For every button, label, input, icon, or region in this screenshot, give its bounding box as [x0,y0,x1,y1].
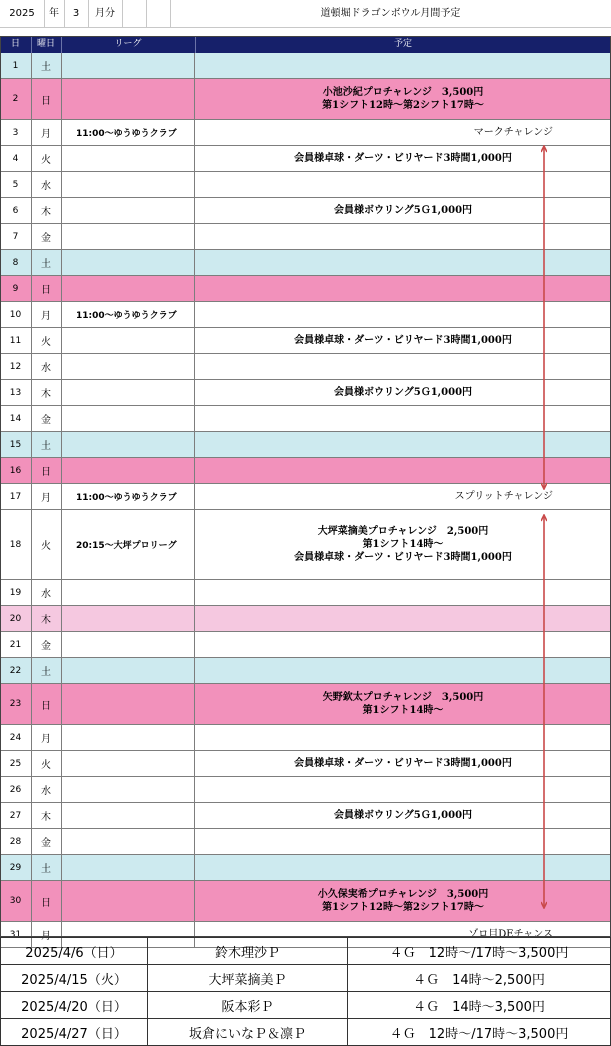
day-number: 1 [0,53,32,78]
plan-cell [195,751,611,776]
day-of-week: 木 [31,606,62,631]
league-cell [61,224,195,249]
blank-cell [122,0,147,27]
day-number: 24 [0,725,32,750]
event-date: 2025/4/6（日） [1,938,148,965]
month-value: 3 [64,0,89,27]
table-row [0,777,611,803]
day-of-week: 日 [31,684,62,724]
plan-line: 第1シフト14時～ [362,539,444,550]
league-cell [61,725,195,750]
league-cell [61,79,195,119]
table-row [0,803,611,829]
plan-line: 小久保実希プロチャレンジ 3,500円 [317,889,489,900]
table-row [0,224,611,250]
year-unit: 年 [44,0,65,27]
day-number: 23 [0,684,32,724]
day-of-week: 火 [31,328,62,353]
plan-line: 会員様ボウリング5Ｇ1,000円 [333,387,473,398]
col-plan: 予定 [393,39,412,49]
day-of-week: 金 [31,406,62,431]
event-detail: ４Ｇ 14時～2,500円 [348,965,611,992]
day-number: 20 [0,606,32,631]
day-of-week: 日 [31,79,62,119]
table-row [0,606,611,632]
plan-line: 会員様卓球・ダーツ・ビリヤード3時間1,000円 [294,552,512,563]
table-row [0,484,611,510]
table-row [0,684,611,725]
league-cell [61,198,195,223]
league-cell [61,146,195,171]
table-row [0,276,611,302]
day-number: 25 [0,751,32,776]
day-number: 9 [0,276,32,301]
day-of-week: 土 [31,432,62,457]
plan-cell [195,658,611,683]
plan-cell [195,580,611,605]
day-of-week: 日 [31,881,62,921]
plan-cell [195,172,611,197]
day-of-week: 金 [31,632,62,657]
plan-cell [195,855,611,880]
day-number: 19 [0,580,32,605]
plan-cell [195,120,611,145]
plan-cell [195,354,611,379]
league-cell [61,458,195,483]
plan-line: 大坪菜摘美プロチャレンジ 2,500円 [317,526,489,537]
day-of-week: 土 [31,658,62,683]
plan-cell [195,380,611,405]
day-number: 29 [0,855,32,880]
day-number: 13 [0,380,32,405]
event-pro: 阪本彩Ｐ [148,992,348,1019]
arrow-1 [541,145,547,490]
arrow-2 [541,514,547,909]
day-of-week: 月 [31,725,62,750]
plan-cell [195,829,611,854]
event-pro: 坂倉にいなＰ＆凛Ｐ [148,1019,348,1046]
day-number: 15 [0,432,32,457]
league-cell [61,53,195,78]
plan-cell [195,684,611,724]
day-of-week: 水 [31,777,62,802]
day-of-week: 土 [31,250,62,275]
day-of-week: 火 [31,510,62,579]
day-number: 12 [0,354,32,379]
day-of-week: 火 [31,751,62,776]
league-cell: 11:00～ゆうゆうクラブ [61,120,195,145]
day-number: 8 [0,250,32,275]
plan-line: 小池沙紀プロチャレンジ 3,500円 [322,87,484,98]
plan-cell [195,406,611,431]
day-of-week: 月 [31,120,62,145]
plan-cell [195,484,611,509]
plan-line: 矢野欽太プロチャレンジ 3,500円 [322,692,484,703]
event-pro: 鈴木理沙Ｐ [148,938,348,965]
league-cell: 11:00～ゆうゆうクラブ [61,302,195,327]
day-of-week: 木 [31,198,62,223]
plan-cell [195,276,611,301]
event-date: 2025/4/15（火） [1,965,148,992]
league-cell [61,777,195,802]
league-cell [61,250,195,275]
day-of-week: 月 [31,484,62,509]
league-cell [61,632,195,657]
plan-cell [195,881,611,921]
plan-cell [195,725,611,750]
event-row [1,992,611,1019]
month-unit: 月分 [88,0,123,27]
league-cell [61,432,195,457]
plan-cell [195,224,611,249]
league-cell: 20:15～大坪プロリーグ [61,510,195,579]
day-number: 27 [0,803,32,828]
table-row [0,53,611,79]
col-day: 日 [0,36,32,53]
plan-cell [195,53,611,78]
day-of-week: 金 [31,224,62,249]
day-of-week: 火 [31,146,62,171]
league-cell [61,354,195,379]
plan-cell [195,803,611,828]
league-cell [61,803,195,828]
plan-line: 第1シフト12時～第2シフト17時～ [322,100,484,111]
table-row [0,580,611,606]
plan-line: 会員様卓球・ダーツ・ビリヤード3時間1,000円 [294,153,512,164]
plan-line: 会員様ボウリング5Ｇ1,000円 [333,205,473,216]
league-cell [61,855,195,880]
blank-cell [146,0,171,27]
table-row [0,658,611,684]
table-row [0,250,611,276]
plan-cell [195,146,611,171]
day-of-week: 日 [31,276,62,301]
day-number: 31 [0,922,32,947]
plan-line: スプリットチャレンジ [454,491,553,502]
event-date: 2025/4/27（日） [1,1019,148,1046]
day-number: 26 [0,777,32,802]
day-number: 4 [0,146,32,171]
day-of-week: 日 [31,458,62,483]
plan-line: 第1シフト14時～ [362,705,444,716]
day-number: 3 [0,120,32,145]
league-cell [61,580,195,605]
table-row [0,380,611,406]
day-number: 17 [0,484,32,509]
table-row [0,751,611,777]
day-of-week: 月 [31,302,62,327]
event-row [1,938,611,965]
league-cell [61,172,195,197]
table-row [0,406,611,432]
day-of-week: 水 [31,172,62,197]
plan-cell [195,328,611,353]
table-row [0,510,611,580]
day-number: 18 [0,510,32,579]
title-bar [0,0,611,37]
plan-line: マークチャレンジ [473,127,553,138]
table-row [0,302,611,328]
league-cell [61,881,195,921]
event-row [1,965,611,992]
plan-line: 会員様ボウリング5Ｇ1,000円 [333,810,473,821]
day-number: 28 [0,829,32,854]
table-row [0,198,611,224]
league-cell [61,406,195,431]
plan-cell [195,510,611,579]
col-dow: 曜日 [31,36,62,53]
table-row [0,829,611,855]
plan-line: 会員様卓球・ダーツ・ビリヤード3時間1,000円 [294,758,512,769]
plan-line: 第1シフト12時～第2シフト17時～ [322,902,484,913]
day-of-week: 月 [31,922,62,947]
event-date: 2025/4/20（日） [1,992,148,1019]
sheet-title: 道頓堀ドラゴンボウル月間予定 [320,8,461,19]
table-row [0,855,611,881]
column-header [0,36,611,53]
day-number: 5 [0,172,32,197]
plan-cell [195,432,611,457]
day-of-week: 土 [31,855,62,880]
day-number: 21 [0,632,32,657]
day-of-week: 金 [31,829,62,854]
table-row [0,146,611,172]
table-row [0,172,611,198]
day-of-week: 土 [31,53,62,78]
table-row [0,458,611,484]
col-league: リーグ [61,36,196,53]
plan-cell [195,302,611,327]
table-row [0,432,611,458]
league-cell [61,328,195,353]
event-row [1,1019,611,1046]
league-cell: 11:00～ゆうゆうクラブ [61,484,195,509]
day-number: 11 [0,328,32,353]
league-cell [61,684,195,724]
event-detail: ４Ｇ 12時～/17時～3,500円 [348,1019,611,1046]
day-of-week: 水 [31,580,62,605]
table-row [0,725,611,751]
plan-cell [195,198,611,223]
day-number: 30 [0,881,32,921]
plan-cell [195,458,611,483]
table-row [0,354,611,380]
table-row [0,79,611,120]
event-pro: 大坪菜摘美Ｐ [148,965,348,992]
league-cell [61,606,195,631]
day-number: 22 [0,658,32,683]
day-of-week: 木 [31,803,62,828]
day-number: 6 [0,198,32,223]
event-detail: ４Ｇ 14時～3,500円 [348,992,611,1019]
plan-cell [195,777,611,802]
day-number: 10 [0,302,32,327]
table-row [0,632,611,658]
league-cell [61,751,195,776]
day-number: 7 [0,224,32,249]
plan-cell [195,79,611,119]
table-row [0,120,611,146]
league-cell [61,276,195,301]
table-row [0,328,611,354]
upcoming-events [0,937,611,1044]
plan-cell [195,632,611,657]
event-detail: ４Ｇ 12時～/17時～3,500円 [348,938,611,965]
day-number: 14 [0,406,32,431]
day-number: 16 [0,458,32,483]
day-of-week: 木 [31,380,62,405]
league-cell [61,829,195,854]
day-number: 2 [0,79,32,119]
plan-cell [195,606,611,631]
plan-line: ゾロ目DEチャンス [468,929,553,940]
day-of-week: 水 [31,354,62,379]
table-row [0,881,611,922]
league-cell [61,658,195,683]
plan-cell [195,250,611,275]
league-cell [61,380,195,405]
plan-line: 会員様卓球・ダーツ・ビリヤード3時間1,000円 [294,335,512,346]
year-value: 2025 [0,0,45,27]
